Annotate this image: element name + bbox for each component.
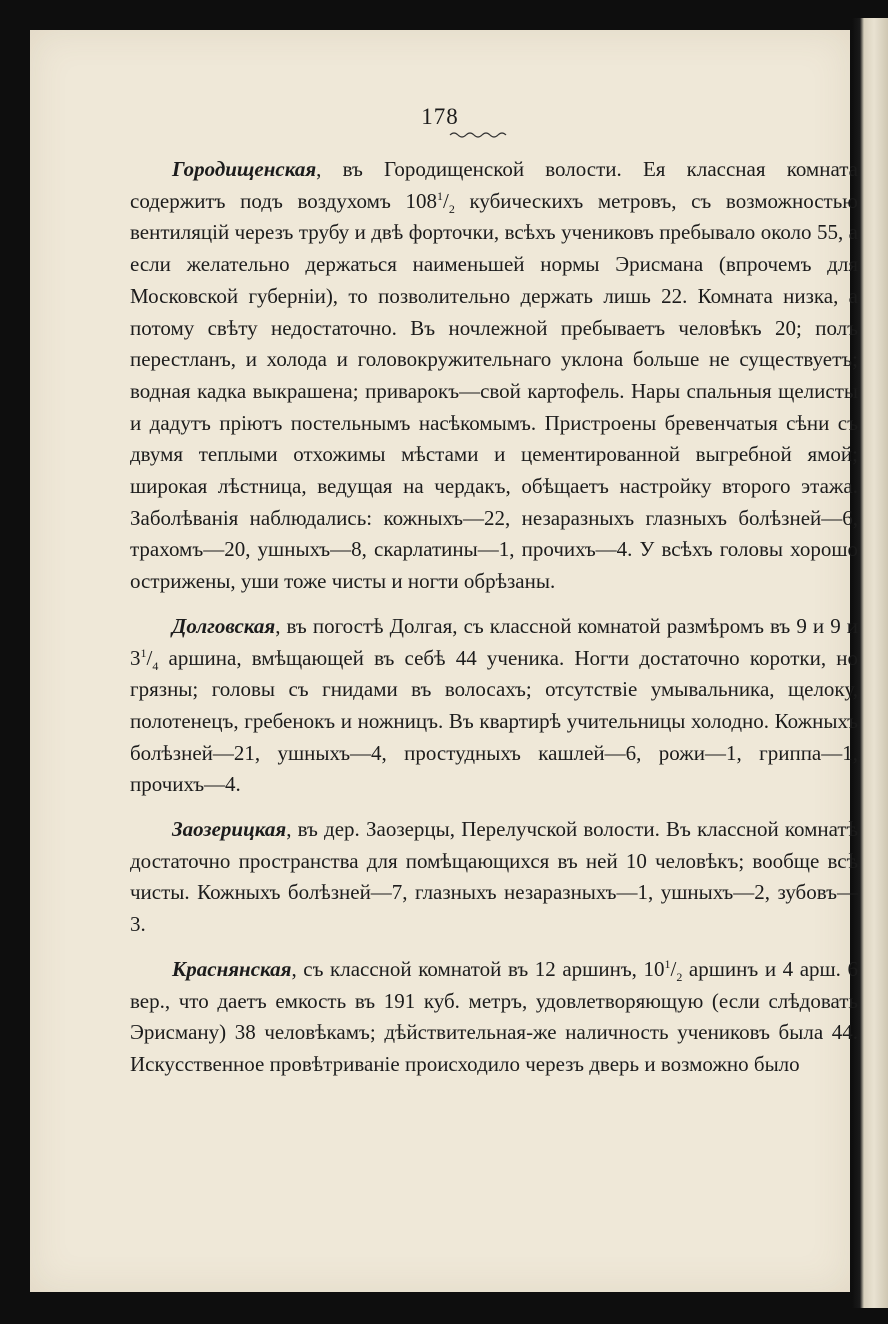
paragraph-krasnyanskaya [130,954,858,1081]
book-page [30,30,859,1292]
paragraph-text: аршина, вмѣщающей въ себѣ 44 ученика. Ногти достаточно коротки, но грязны; головы съ гнидами въ волосахъ; отсутствіе умывальника, щелоку, полотенецъ, гребенокъ и ножницъ. Въ квартирѣ учительницы холодно. Кожныхъ болѣзней—21, ушныхъ—4, простудныхъ кашлей—6, рожи—1, гриппа—1, прочихъ—4. [130,645,858,797]
paragraph-text: кубическихъ метровъ, съ возможностью вентиляцій черезъ трубу и двѣ форточки, всѣхъ учениковъ пребывало около 55, а если желательно держаться наименьшей нормы Эрисмана (впрочемъ для Московской губерніи), то позволительно держать лишь 22. Комната низка, а потому свѣту недостаточно. Въ ночлежной пребываетъ человѣкъ 20; полъ перестланъ, и холода и головокружительнаго уклона больше не существуетъ; водная кадка выкрашена; приварокъ—свой картофель. Нары спальныя щелисты и дадутъ пріютъ постельнымъ насѣкомымъ. Пристроены бревенчатыя сѣни съ двумя теплыми отхожимы мѣстами и цементированной выгребной ямой; широкая лѣстница, ведущая на чердакъ, обѣщаетъ настройку второго этажа. Заболѣванія наблюдались: кожныхъ—22, незаразныхъ глазныхъ болѣзней—6, трахомъ—20, ушныхъ—8, скарлатины—1, прочихъ—4. У всѣхъ головы хорошо острижены, уши тоже чисты и ногти обрѣзаны. [130,188,858,594]
place-name: Краснянская [172,956,292,981]
paragraph-text: , въ дер. Заозерцы, Перелучской волости. Въ классной комнатѣ достаточно пространства для помѣщающихся въ ней 10 человѣкъ; вообще всѣ чисты. Кожныхъ болѣзней—7, глазныхъ незаразныхъ—1, ушныхъ—2, зубовъ—3. [130,817,858,937]
fraction-slash: / [146,645,153,670]
fraction-slash: / [442,188,449,213]
place-name: Городищенская [172,157,317,181]
body-text [130,154,858,1094]
paragraph-dolgovskaya [130,611,858,801]
paragraph-text: , въ погостѣ Долгая, съ классной комнатой размѣромъ въ 9 и 9 и 3 [130,613,858,670]
paragraph-text: , въ Городищенской волости. Ея классная комната содержитъ подъ воздухомъ 108 [130,157,858,213]
paragraph-zaozeritskaya [130,814,858,941]
paragraph-text: , съ классной комнатой въ 12 аршинъ, 10 [291,956,665,981]
page-number: 178 [421,104,459,129]
fraction-numerator: 1 [140,645,147,660]
wavy-ornament-icon [448,130,508,140]
fraction-numerator: 1 [436,188,443,203]
fraction-denominator: 4 [152,658,159,673]
paragraph-gorodishchenskaya [130,154,858,598]
place-name: Долговская [172,613,276,638]
fraction-denominator: 2 [676,970,683,985]
fraction-denominator: 2 [448,201,455,216]
paragraph-text: аршинъ и 4 арш. 6 вер., что даетъ емкость въ 191 куб. метръ, удовлетворяющую (если слѣдовать Эрисману) 38 человѣкамъ; дѣйствительная-же наличность учениковъ была 44. Искусственное провѣтриваніе происходило черезъ дверь и возможно было [130,956,859,1076]
fraction-numerator: 1 [664,956,671,971]
fraction-slash: / [670,956,677,981]
place-name: Заозерицкая [172,817,287,842]
